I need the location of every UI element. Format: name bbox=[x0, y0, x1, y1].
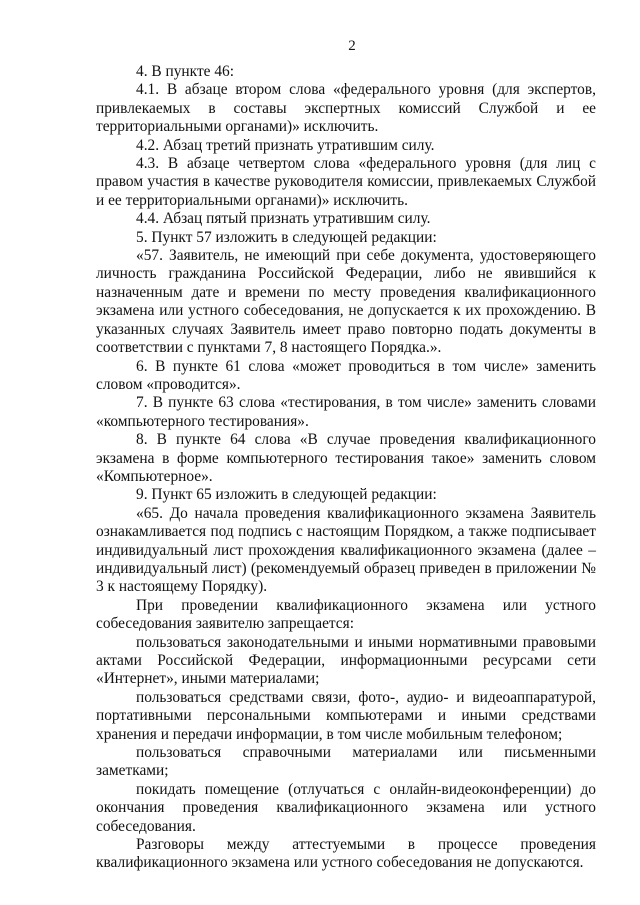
paragraph-item-4-4: 4.4. Абзац пятый признать утратившим силу. bbox=[136, 210, 431, 228]
paragraph-item-7: 7. В пункте 63 слова «тестирования, в том числе» заменить словами «компьютерного тестирования». bbox=[96, 394, 596, 430]
paragraph-item-8: 8. В пункте 64 слова «В случае проведения квалификационного экзамена в форме компьютерного тестирования такое» заменить словом «Компьютерное». bbox=[96, 431, 596, 485]
paragraph-item-6: 6. В пункте 61 слова «может проводиться в том числе» заменить словом «проводится». bbox=[96, 357, 596, 393]
paragraph-item-4: 4. В пункте 46: bbox=[136, 63, 235, 80]
paragraph-quote-65: «65. До начала проведения квалификационного экзамена Заявитель ознакамливается под подпись с настоящим Порядком, а также подписывает индивидуальный лист прохождения квалификационного экзамена (далее – индивидуальный лист) (рекомендуемый образец приведен в приложении № 3 к настоящему Порядку). bbox=[96, 504, 596, 596]
paragraph-item-4-3: 4.3. В абзаце четвертом слова «федерального уровня (для лиц с правом участия в качестве руководителя комиссии, привлекаемых Службой и ее территориальными органами)» исключить. bbox=[96, 155, 596, 209]
paragraph-conversations: Разговоры между аттестуемыми в процессе проведения квалификационного экзамена или устного собеседования не допускаются. bbox=[96, 836, 596, 872]
page-number: 2 bbox=[348, 38, 356, 54]
paragraph-item-4-2: 4.2. Абзац третий признать утратившим силу. bbox=[136, 136, 435, 154]
paragraph-prohibition-laws: пользоваться законодательными и иными нормативными правовыми актами Российской Федерации, информационными ресурсами сети «Интернет», иными материалами; bbox=[96, 633, 596, 688]
paragraph-item-5: 5. Пункт 57 изложить в следующей редакции: bbox=[136, 228, 437, 246]
paragraph-item-4-1: 4.1. В абзаце втором слова «федерального уровня (для экспертов, привлекаемых в составы экспертных комиссий Службой и ее территориальными органами)» исключить. bbox=[96, 81, 596, 136]
paragraph-prohibition-notes: пользоваться справочными материалами или письменными заметками; bbox=[96, 744, 596, 780]
paragraph-item-9: 9. Пункт 65 изложить в следующей редакции: bbox=[136, 486, 437, 504]
paragraph-prohibition-devices: пользоваться средствами связи, фото-, аудио- и видеоаппаратурой, портативными персональными компьютерами и иными средствами хранения и передачи информации, в том числе мобильным телефоном; bbox=[96, 688, 596, 743]
paragraph-prohibitions-intro: При проведении квалификационного экзамена или устного собеседования заявителю запрещается: bbox=[96, 596, 596, 633]
paragraph-prohibition-leaving: покидать помещение (отлучаться с онлайн-видеоконференции) до окончания проведения квалификационного экзамена или устного собеседования. bbox=[96, 780, 596, 835]
paragraph-quote-57: «57. Заявитель, не имеющий при себе документа, удостоверяющего личность гражданина Российской Федерации, либо не явившийся к назначенным дате и времени по месту проведения квалификационного экзамена или устного собеседования, не допускается к их прохождению. В указанных случаях Заявитель имеет право повторно подать документы в соответствии с пунктами 7, 8 настоящего Порядка.». bbox=[96, 247, 596, 357]
